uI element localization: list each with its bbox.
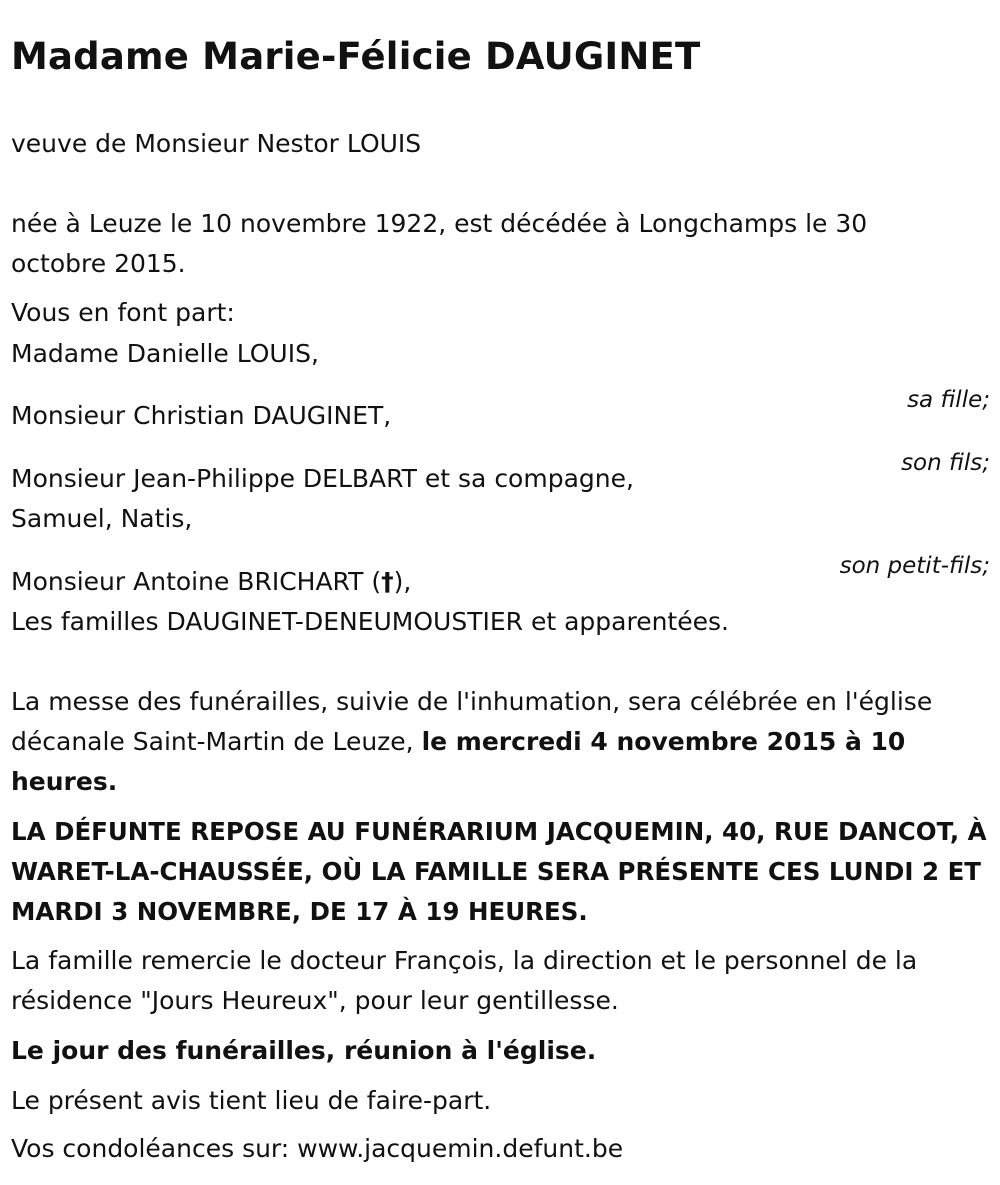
family-member-relation: sa fille; <box>907 387 990 413</box>
family-member-name: Madame Danielle LOUIS, <box>11 339 319 368</box>
faire-part-statement: Le présent avis tient lieu de faire-part. <box>11 1086 492 1115</box>
announce-intro: Vous en font part: <box>11 298 235 327</box>
birth-death-line-2: octobre 2015. <box>11 249 186 278</box>
family-member-name: Monsieur Christian DAUGINET, <box>11 401 392 430</box>
funeral-mass-paragraph <box>11 682 990 802</box>
mass-datetime: le mercredi 4 novembre 2015 à 10 <box>421 727 906 756</box>
church-meeting-line: Le jour des funérailles, réunion à l'église. <box>11 1036 597 1065</box>
family-member-name: Monsieur Jean-Philippe DELBART et sa compagne, <box>11 464 634 493</box>
thanks-line-2: résidence "Jours Heureux", pour leur gentillesse. <box>11 986 619 1015</box>
repose-line-2: WARET-LA-CHAUSSÉE, OÙ LA FAMILLE SERA PRÉSENTE CES LUNDI 2 ET <box>11 857 982 886</box>
cross-icon: † <box>381 567 394 596</box>
mass-location: décanale Saint-Martin de Leuze, <box>11 727 422 756</box>
birth-death-line-1: née à Leuze le 10 novembre 1922, est décédée à Longchamps le 30 <box>11 209 868 238</box>
repose-line-3: MARDI 3 NOVEMBRE, DE 17 À 19 HEURES. <box>11 897 588 926</box>
other-relative-line <box>11 562 990 602</box>
other-relative-close: ), <box>393 567 412 596</box>
deceased-name-title: Madame Marie-Félicie DAUGINET <box>11 35 701 78</box>
family-member-relation: son fils; <box>901 450 990 476</box>
mass-line-2 <box>11 722 990 762</box>
family-member-relation: son petit-fils; <box>839 553 990 579</box>
other-relative-name: Monsieur Antoine BRICHART ( <box>11 567 382 596</box>
birth-death-paragraph <box>11 204 990 284</box>
widow-of-line: veuve de Monsieur Nestor LOUIS <box>11 129 422 158</box>
thanks-line-1: La famille remercie le docteur François, la direction et le personnel de la <box>11 946 918 975</box>
mass-line-1: La messe des funérailles, suivie de l'inhumation, sera célébrée en l'église <box>11 687 933 716</box>
thanks-paragraph <box>11 941 990 1021</box>
other-families-line: Les familles DAUGINET-DENEUMOUSTIER et apparentées. <box>11 607 729 636</box>
mass-line-3: heures. <box>11 767 118 796</box>
repose-line-1: LA DÉFUNTE REPOSE AU FUNÉRARIUM JACQUEMIN, 40, RUE DANCOT, À <box>11 817 987 846</box>
condolences-line: Vos condoléances sur: www.jacquemin.defunt.be <box>11 1134 624 1163</box>
repose-paragraph <box>11 812 990 932</box>
family-member-name-continued: Samuel, Natis, <box>11 504 193 533</box>
